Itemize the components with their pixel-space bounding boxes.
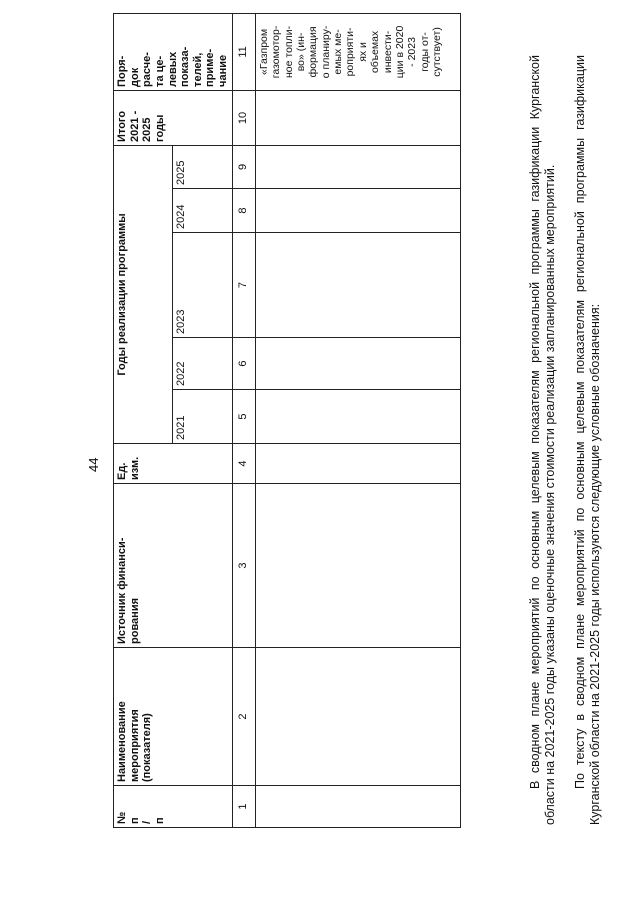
table-cell bbox=[255, 145, 460, 188]
table-header-row bbox=[114, 13, 173, 827]
column-number: 9 bbox=[232, 145, 255, 188]
table-cell bbox=[255, 90, 460, 145]
header-year-2023: 2023 bbox=[173, 233, 232, 338]
header-year-2024: 2024 bbox=[173, 189, 232, 233]
table-row bbox=[255, 13, 460, 827]
column-number: 8 bbox=[232, 189, 255, 233]
column-number: 10 bbox=[232, 90, 255, 145]
header-year-2021: 2021 bbox=[173, 390, 232, 444]
row-note: «Газпром газомотор- ное топли- во» (ин- формация о планиру- емых ме- роприяти- ях и объемах инвести- ции в 2020 - 2023 годы от- сутствует) bbox=[255, 13, 460, 90]
table-cell bbox=[255, 233, 460, 338]
page-number: 44 bbox=[86, 457, 101, 472]
column-number: 1 bbox=[232, 786, 255, 828]
header-years-group: Годы реализации программы bbox=[114, 145, 173, 443]
header-unit: Ед. изм. bbox=[114, 444, 233, 484]
table-column-numbers-row bbox=[232, 13, 255, 827]
header-year-2025: 2025 bbox=[173, 145, 232, 188]
header-funding-source: Источник финанси- рования bbox=[114, 484, 233, 648]
column-number: 3 bbox=[232, 484, 255, 648]
table-cell bbox=[255, 648, 460, 786]
header-measure-name: Наименование мероприятия (показателя) bbox=[114, 648, 233, 786]
paragraph-estimated-costs: В сводном плане мероприятий по основным целевым показателям региональной программы газификации Курганской области на 2021-2025 годы указаны оценочные значения стоимости реализации запланированных мероприятий. bbox=[528, 55, 557, 825]
table-cell bbox=[255, 444, 460, 484]
header-total: Итого 2021 - 2025 годы bbox=[114, 90, 233, 145]
column-number: 2 bbox=[232, 648, 255, 786]
table-cell bbox=[255, 189, 460, 233]
column-number: 5 bbox=[232, 390, 255, 444]
column-number: 11 bbox=[232, 13, 255, 90]
table-cell bbox=[255, 390, 460, 444]
paragraph-legend-intro: По тексту в сводном плане мероприятий по основным целевым показателям региональной программы газификации Курганской области на 2021-2025 годы используются следующие условные обозначения: bbox=[573, 55, 602, 825]
column-number: 4 bbox=[232, 444, 255, 484]
summary-plan-table bbox=[113, 13, 461, 828]
column-number: 6 bbox=[232, 338, 255, 390]
header-number: № п / п bbox=[114, 786, 233, 828]
column-number: 7 bbox=[232, 233, 255, 338]
header-year-2022: 2022 bbox=[173, 338, 232, 390]
table-cell bbox=[255, 786, 460, 828]
header-calculation-order: Поря- док расче- та це- левых показа- телей, приме- чание bbox=[114, 13, 233, 90]
table-cell bbox=[255, 338, 460, 390]
table-cell bbox=[255, 484, 460, 648]
